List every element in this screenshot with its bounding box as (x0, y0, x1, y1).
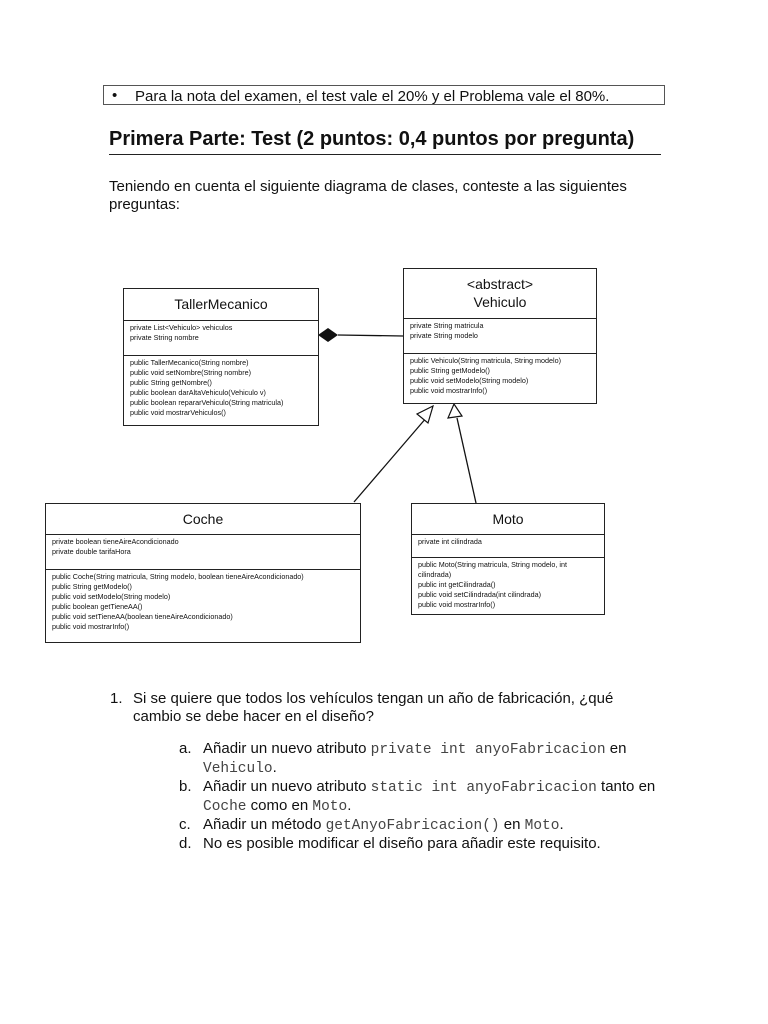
option-text: No es posible modificar el diseño para añadir este requisito. (203, 835, 601, 852)
question-number: 1. (110, 690, 123, 707)
option-text: . (347, 797, 352, 814)
option-text: en (499, 816, 525, 833)
option-b (179, 778, 665, 816)
method: public void setModelo(String modelo) (410, 376, 529, 385)
class-methods (404, 354, 596, 398)
composition-line (338, 335, 403, 336)
option-c (179, 816, 665, 835)
method: public boolean darAltaVehiculo(Vehiculo v) (130, 388, 266, 397)
moto-inheritance-arrow (448, 404, 462, 418)
moto-inheritance-line (457, 418, 476, 503)
attribute: private int cilindrada (418, 537, 482, 546)
method: public Coche(String matricula, String modelo, boolean tieneAireAcondicionado) (52, 572, 304, 581)
method: public TallerMecanico(String nombre) (130, 358, 249, 367)
option-text: Añadir un método (203, 816, 326, 833)
method: public boolean getTieneAA() (52, 602, 143, 611)
attribute: private String matricula (410, 321, 484, 330)
option-letter: c. (179, 816, 191, 833)
class-name: Coche (46, 504, 360, 535)
stereotype: <abstract> (466, 276, 534, 292)
answer-options (179, 740, 665, 853)
method: public String getNombre() (130, 378, 212, 387)
option-d (179, 835, 665, 853)
method: public void mostrarInfo() (418, 600, 496, 609)
option-a (179, 740, 665, 778)
option-letter: d. (179, 835, 192, 852)
composition-diamond (318, 328, 338, 342)
class-attributes (124, 321, 318, 356)
method: public void setCilindrada(int cilindrada) (418, 590, 542, 599)
class-attributes (412, 535, 604, 558)
method: public void setModelo(String modelo) (52, 592, 171, 601)
class-name: TallerMecanico (124, 289, 318, 321)
question-1 (110, 690, 665, 726)
class-moto (411, 503, 605, 615)
class-methods (124, 356, 318, 420)
option-code: Vehiculo (203, 761, 273, 777)
question-text: Si se quiere que todos los vehículos tengan un año de fabricación, ¿qué cambio se debe hacer en el diseño? (133, 690, 614, 725)
option-code: getAnyoFabricacion() (325, 818, 500, 834)
option-text: . (272, 759, 277, 776)
option-letter: a. (179, 740, 192, 757)
option-code: private int anyoFabricacion (370, 742, 606, 758)
method: public boolean repararVehiculo(String matricula) (130, 398, 284, 407)
intro-text: Teniendo en cuenta el siguiente diagrama de clases, conteste a las siguientes preguntas: (109, 178, 627, 213)
class-name-box (404, 269, 596, 319)
class-coche (45, 503, 361, 643)
option-text: Añadir un nuevo atributo (203, 778, 371, 795)
method: public void setNombre(String nombre) (130, 368, 252, 377)
option-text: Añadir un nuevo atributo (203, 740, 371, 757)
option-code: Moto (524, 818, 560, 834)
method: public Moto(String matricula, String modelo, int cilindrada) (418, 560, 568, 579)
attribute: private double tarifaHora (52, 547, 131, 556)
attribute: private String nombre (130, 333, 199, 342)
method: public void mostrarInfo() (52, 622, 130, 631)
class-methods (46, 570, 360, 634)
method: public int getCilindrada() (418, 580, 496, 589)
option-text: como en (246, 797, 313, 814)
method: public String getModelo() (52, 582, 132, 591)
option-code: static int anyoFabricacion (370, 780, 597, 796)
class-name: Moto (412, 504, 604, 535)
attribute: private boolean tieneAireAcondicionado (52, 537, 179, 546)
option-text: tanto en (596, 778, 656, 795)
option-code: Coche (203, 799, 247, 815)
method: public void setTieneAA(boolean tieneAireAcondicionado) (52, 612, 233, 621)
class-vehiculo (403, 268, 597, 404)
class-attributes (46, 535, 360, 570)
class-name: Vehiculo (473, 294, 527, 310)
method: public void mostrarVehiculos() (130, 408, 226, 417)
attribute: private String modelo (410, 331, 478, 340)
option-text: en (605, 740, 627, 757)
bullet: • (112, 87, 118, 104)
option-text: . (559, 816, 564, 833)
method: public Vehiculo(String matricula, String modelo) (410, 356, 562, 365)
class-attributes (404, 319, 596, 354)
option-letter: b. (179, 778, 192, 795)
class-methods (412, 558, 604, 612)
note-text: Para la nota del examen, el test vale el 20% y el Problema vale el 80%. (135, 88, 610, 105)
attribute: private List<Vehiculo> vehiculos (130, 323, 233, 332)
option-code: Moto (312, 799, 348, 815)
method: public void mostrarInfo() (410, 386, 488, 395)
method: public String getModelo() (410, 366, 490, 375)
coche-inheritance-arrow (417, 406, 433, 423)
coche-inheritance-line (354, 417, 427, 502)
class-taller-mecanico (123, 288, 319, 426)
section-heading: Primera Parte: Test (2 puntos: 0,4 puntos por pregunta) (109, 128, 661, 155)
